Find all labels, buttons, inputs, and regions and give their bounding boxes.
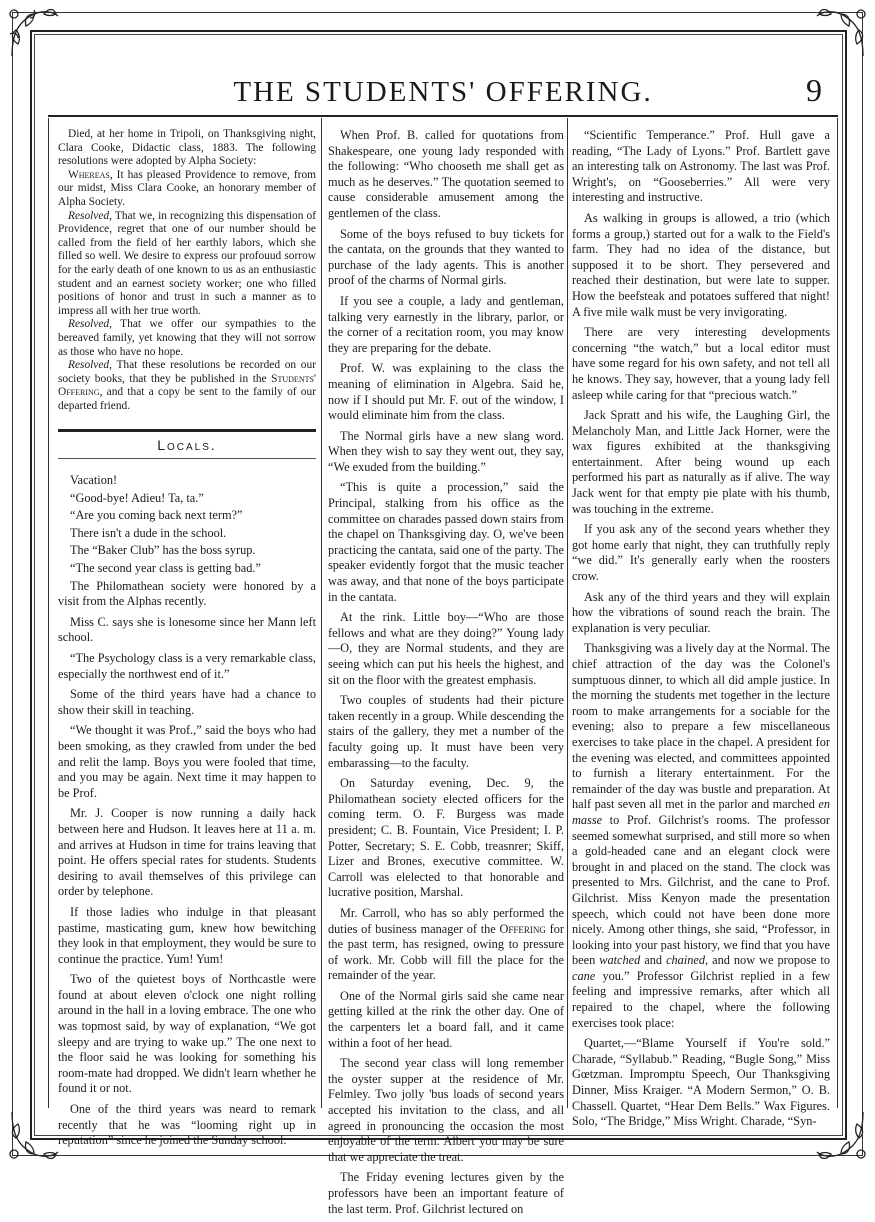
text-run: If you ask any of the second years whether they got home early that night, they can truthfully reply “we did.” It's generally early when the roosters crow. xyxy=(572,522,830,584)
text-run: Miss C. says she is lonesome since her Mann left school. xyxy=(58,614,316,645)
text-run: If those ladies who indulge in that pleasant pastime, masticating gum, knew how bewitching they look in that employment, they would be sure to continue the practice. Yum! Yum! xyxy=(58,904,316,966)
text-run: chained xyxy=(666,953,705,968)
text-run: Thanksgiving was a lively day at the Normal. The chief attraction of the day was the Colonel's sumptuous dinner, to which all did ample justice. In the morning the students met together in the lecture room to make arrangements for a sociable for the evening; also to prepare a few miscellaneous exercises to take place in the chapel. A president for the evening was elected, and committees appointed to furnish a literary entertainment. For the remainder of the day was bustle and preparation. At half past seven all met in the parlor and marched xyxy=(572,641,830,812)
text-run: , That we, in recognizing this dispensation of Providence, regret that one of our number should be called from the field of her earthly labors, which she filled so well. We desire to express our profouud sorrow for the early death of one known to us as an enthusiastic student and an earnest society worker; one who filled positions of honor and trust in such a manner as to impress all with her true worth. xyxy=(58,209,316,317)
text-run: , It has pleased Providence to remove, from our midst, Miss Clara Cooke, an honorary member of Alpha Society. xyxy=(58,168,316,208)
short-item: “Are you coming back next term?” xyxy=(70,508,243,523)
paragraph xyxy=(328,776,564,901)
text-run: Students' Offering xyxy=(58,372,316,399)
text-run: Jack Spratt and his wife, the Laughing Girl, the Melancholy Man, and Little Jack Horner, were the wax figures exhibited at the thanksgiving entertainment. After being wound up each performed his part as naturally as if alive. The way Jack went for that empty pie plate with his thumb, was touching in the extreme. xyxy=(572,408,830,516)
text-run: The Friday evening lectures given by the professors have been an important feature of the last term. Prof. Gilchrist lectured on xyxy=(328,1170,564,1216)
text-run: Resolved xyxy=(68,209,110,222)
text-run: Ask any of the third years and they will explain how the vibrations of sound reach the brain. The explanation is very peculiar. xyxy=(572,589,830,635)
text-run: Some of the boys refused to buy tickets for the cantata, on the grounds that they wanted to purchase of the lady agents. This is another proof of the charms of Normal girls. xyxy=(328,226,564,288)
text-run: you.” Professor Gilchrist replied in a few feeling and impressive remarks, after which all repaired to the chapel, where the following exercises took place: xyxy=(572,968,830,1030)
text-run: At the rink. Little boy—“Who are those fellows and what are they doing?” Young lady—O, they are Normal students, and they are seeing which can put his heels the highest, and sit on the floor with the greatest emphasis. xyxy=(328,610,564,687)
paragraph xyxy=(328,361,564,423)
column-rule-left xyxy=(48,118,49,1108)
paragraph xyxy=(58,687,316,718)
obituary-resolutions xyxy=(58,128,316,413)
short-item: The “Baker Club” has the boss syrup. xyxy=(70,543,256,558)
paragraph xyxy=(58,128,316,169)
short-item: There isn't a dude in the school. xyxy=(70,525,227,540)
text-run: and xyxy=(640,953,667,968)
column-rule xyxy=(321,118,322,1108)
text-run: watched xyxy=(599,953,641,968)
text-run: On Saturday evening, Dec. 9, the Philomathean society elected officers for the coming term. O. F. Burgess was made president; C. B. Fountain, Vice President; I. P. Potter, Secretary; S. E. Cobb, treasnrer; Skiff, Lizer and Brones, executive committee. W. Carroll was elelected to that honorable and lucrative position, Marshal. xyxy=(328,776,564,900)
text-run: “This is quite a procession,” said the Principal, stalking from his office as the committee on charades passed down stairs from the chapel on Thanksgiving day. O, we've been practicing the cantata, said one of the party. The speaker evidently forgot that the music teacher was away, and that none of the boys participate in the cantata. xyxy=(328,480,564,604)
paragraph xyxy=(572,590,830,637)
text-run: “Scientific Temperance.” Prof. Hull gave a reading, “The Lady of Lyons.” Prof. Bartlett gave an interesting talk on Astronomy. The last was Prof. Wright's, on “Gooseberries.” All were very interesting and instructive. xyxy=(572,128,830,205)
column-2 xyxy=(328,128,564,1222)
text-run: , and that a copy be sent to the family of our departed friend. xyxy=(58,386,316,412)
text-run: Mr. J. Cooper is now running a daily hack between here and Hudson. It leaves here at 11 a. m. and arrives at Hudson in time for trains leaving that point. He offers special rates for students. Students desiring to avail themselves of this privilege can order by telephone. xyxy=(58,806,316,899)
paragraph xyxy=(328,480,564,605)
paragraph xyxy=(328,429,564,476)
paragraph xyxy=(58,1102,316,1149)
column-3 xyxy=(572,128,830,1135)
text-run: The Philomathean society were honored by a visit from the Alphas recently. xyxy=(58,578,316,609)
text-run: Two couples of students had their picture taken recently in a group. While descending the stairs of the gallery, they met a number of the faculty going up. It must have been very embarassing—to the faculty. xyxy=(328,693,564,770)
paragraph xyxy=(328,693,564,771)
column-1 xyxy=(58,128,316,1154)
paragraph xyxy=(328,906,564,984)
corner-ornament-icon xyxy=(4,4,64,64)
paragraph xyxy=(58,905,316,967)
paragraph xyxy=(328,989,564,1051)
short-item: “Good-bye! Adieu! Ta, ta.” xyxy=(70,490,204,505)
paragraph xyxy=(572,522,830,584)
paragraph xyxy=(58,169,316,210)
text-run: When Prof. B. called for quotations from Shakespeare, one young lady responded with the following: “Who chooseth me shall get as much as he deserves.” The quotation seemed to cause considerable amusement among the gentlemen of the class. xyxy=(328,128,564,220)
locals-paragraphs xyxy=(58,579,316,1149)
paragraph xyxy=(328,128,564,222)
page-number: 9 xyxy=(806,72,822,108)
paragraph xyxy=(58,651,316,682)
text-run: Two of the quietest boys of Northcastle were found at about eleven o'clock one night rolling around in the hall in a loving embrace. The one who was topmost said, by way of explanation, “We got sleepy and are trying to wake up.” The one next to the floor said he was looking for something his room-mate had dropped. We didn't learn whether he found it or not. xyxy=(58,972,316,1096)
text-run: , That these resolutions be recorded on our society books, that they be published in the xyxy=(58,359,316,385)
text-run: for the past term, has resigned, owing to pressure of work. Mr. Cobb will fill the place for the remainder of the year. xyxy=(328,921,564,983)
column-rule xyxy=(567,118,568,1108)
text-run: As walking in groups is allowed, a trio (which forms a group,) started out for a walk to the Field's farm. They had no idea of the distance, but supposed it to be short. They persevered and reached their destination, but were late to supper. How the beefsteak and potatoes suffered that night! A five mile walk must be very invigorating. xyxy=(572,210,830,319)
paragraph xyxy=(572,1036,830,1130)
text-run: Quartet,—“Blame Yourself if You're sold.” Charade, “Syllabub.” Reading, “Bugle Song,” Miss Gœtzman. Impromptu Speech, Our Thanksgiving Dinner, Miss Kraiger. “A Modern Sermon,” O. B. Chassell. Quartet, “Hear Dem Bells.” Wax Figures. Solo, “The Bridge,” Miss Wright. Charade, “Syn- xyxy=(572,1036,830,1129)
paragraph xyxy=(328,1170,564,1217)
paragraph xyxy=(328,1056,564,1165)
text-run: One of the Normal girls said she came near getting killed at the rink the other day. One of the carpenters let a board fall, and it came within a foot of her head. xyxy=(328,988,564,1050)
corner-ornament-icon xyxy=(4,1104,64,1164)
paragraph xyxy=(58,318,316,359)
text-run: The second year class will long remember the oyster supper at the residence of Mr. Felmley. Two jolly 'bus loads of second years accepted his invitation to the class, and all agreed in pronouncing the occasion the most enjoyable of the term. Albert you may be sure that we appreciate the treat. xyxy=(328,1056,564,1164)
text-run: “We thought it was Prof.,” said the boys who had been smoking, as they crawled from under the bed and relit the lamp. Boys you were fooled that time, and you may be again. Next time it may happen to be Prof. xyxy=(58,723,316,800)
paragraph xyxy=(58,972,316,1097)
short-item: “The second year class is getting bad.” xyxy=(70,561,261,576)
section-heading-locals: Locals. xyxy=(58,429,316,459)
column-rule-right xyxy=(837,118,838,1108)
paragraph xyxy=(572,128,830,206)
paragraph xyxy=(572,408,830,517)
paragraph xyxy=(572,211,830,320)
text-run: If you see a couple, a lady and gentleman, talking very earnestly in the library, parlor, or the corner of a recitation room, you may know they are preparing for the debate. xyxy=(328,293,564,355)
paragraph xyxy=(328,227,564,289)
paragraph xyxy=(58,210,316,319)
short-items xyxy=(58,473,316,577)
text-run: Prof. W. was explaining to the class the meaning of elimination in Algebra. Said he, now if I should put Mr. F. out of the window, I would eliminate him from the class. xyxy=(328,361,564,423)
paragraph xyxy=(58,579,316,610)
page-title: THE STUDENTS' OFFERING. xyxy=(233,76,653,108)
text-run: Resolved xyxy=(68,318,110,331)
text-run: Offering xyxy=(499,921,546,936)
page-header xyxy=(48,70,838,110)
text-run: cane xyxy=(572,968,596,983)
text-run: Mr. Carroll, who has so ably performed the duties of business manager of the xyxy=(328,905,564,936)
text-run: , and now we propose to xyxy=(705,953,830,968)
text-run: One of the third years was neard to remark recently that he was “looming right up in reputation” since he joined the Sunday school. xyxy=(58,1102,316,1148)
text-run: Some of the third years have had a chance to show their skill in teaching. xyxy=(58,687,316,717)
text-run: Resolved xyxy=(68,359,110,372)
text-run: en masse xyxy=(572,797,830,827)
paragraph xyxy=(58,359,316,413)
paragraph xyxy=(58,615,316,646)
paragraph xyxy=(58,806,316,900)
paragraph xyxy=(328,294,564,356)
text-run: The Normal girls have a new slang word. When they wish to say they went out, they say, “We exuded from the building.” xyxy=(328,428,564,474)
paragraph xyxy=(58,723,316,801)
header-rule xyxy=(48,115,838,117)
text-run: , That we offer our sympathies to the bereaved family, yet knowing that they will not sorrow as those who have no hope. xyxy=(58,318,316,358)
text-run: Whereas xyxy=(68,168,110,181)
text-run: to Prof. Gilchrist's rooms. The professor seemed somewhat surprised, and still more so when a gold-headed cane and an elegant clock were brought in and placed on the stand. The clock was presented to Mrs. Gilchrist, and the cane to Prof. Gilchrist. Miss Kenyon made the presentation speech, which could not have been done more nicely. Among other things, she said, “Professor, in looking into your past history, we find that you have been xyxy=(572,812,830,968)
text-run: Died, at her home in Tripoli, on Thanksgiving night, Clara Cooke, Didactic class, 1883. The following resolutions were adopted by Alpha Society: xyxy=(58,128,316,168)
paragraph xyxy=(328,610,564,688)
short-item: Vacation! xyxy=(70,473,118,488)
corner-ornament-icon xyxy=(811,4,871,64)
paragraph xyxy=(572,641,830,1031)
paragraph xyxy=(572,325,830,403)
text-run: “The Psychology class is a very remarkable class, especially the northwest end of it.” xyxy=(58,651,316,681)
text-run: There are very interesting developments concerning “the watch,” but a local editor must have some regard for his own safety, and not tell all he knows. They say, however, that a young lady fell asleep while caring for that “precious watch.” xyxy=(572,325,830,402)
